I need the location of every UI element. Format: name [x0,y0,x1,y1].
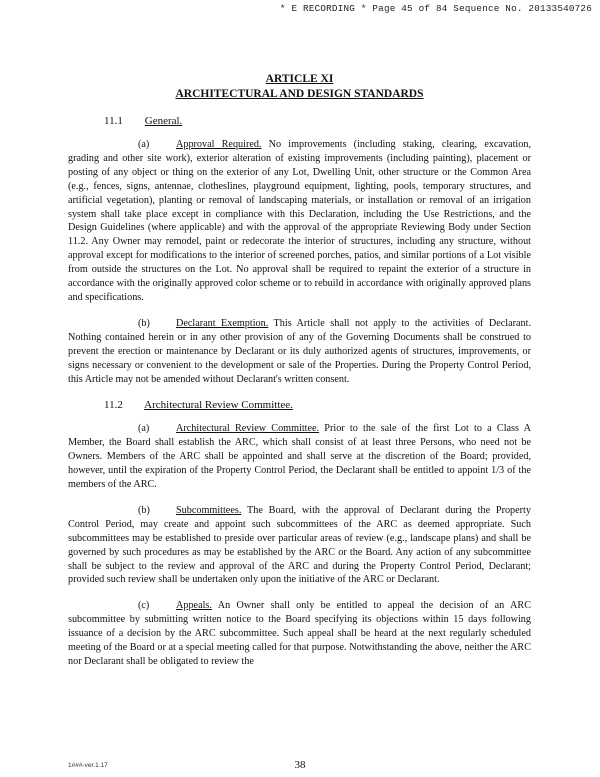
section-number: 11.2 [104,399,123,412]
item-body: This Article shall not apply to the activities of Declarant. Nothing contained herein or in any other provision of any of the Governing Documents shall be construed to prevent the erection or maintenance by Declarant or its duly authorized agents of structures, improvements, or signs necessary or convenient to the development or sale of the Properties. During the Property Control Period, this Article may not be amended without Declarant's written consent. [68,317,532,385]
item-marker: (a) [138,139,150,150]
section-heading-11-2 [68,398,531,412]
article-title: ARCHITECTURAL AND DESIGN STANDARDS [175,88,424,100]
document-page [68,72,531,669]
item-title: Architectural Review Committee. [176,423,320,435]
item-body: The Board, with the approval of Declarant during the Property Control Period, may create and appoint such subcommittees of the ARC as deemed appropriate. Such subcommittees may be established to preside over particular areas of review (e.g., landscape plans) and shall be governed by such procedures as may be established by the ARC or the Board. Any action of any subcommittee shall be subject to the review and approval of the ARC and during the Property Control Period, Declarant; provided such review shall be undertaken only upon the initiative of the ARC or Declarant. [68,504,531,586]
item-marker: (b) [138,504,150,516]
section-heading-11-1 [68,114,531,128]
section-number: 11.1 [104,115,123,127]
item-body: Prior to the sale of the first Lot to a Class A Member, the Board shall establish the ARC, which shall consist of at least three Persons, who need not be Owners. Members of the ARC shall be appointed and shall serve at the discretion of the Board; provided, however, until the expiration of the Property Control Period, the Declarant shall be entitled to appoint 1/3 of the members of the ARC. [68,423,531,491]
item-title: Declarant Exemption. [176,317,269,329]
paragraph-11-2-a [68,422,531,492]
item-title: Appeals. [176,600,212,612]
paragraph-11-1-a [68,138,531,305]
item-marker: (b) [138,317,150,329]
item-body: No improvements (including staking, clearing, excavation, grading and other site work), exterior alteration of existing improvements (including painting), placement or posting of any object or thing on the exterior of any Lot, Dwelling Unit, other structure or the Common Area (e.g., fences, signs, antennae, clotheslines, playground equipment, lighting, pools, temporary structures, and artificial vegetation), planting or removal of landscaping materials, or installation or removal of an irrigation system shall take place except in compliance with this Declaration, including the Use Restrictions, and the Design Guidelines (where applicable) and with the approval of the appropriate Reviewing Body under Section 11.2. Any Owner may remodel, paint or redecorate the interior of structures, including any structure, without approval except for modifications to the interior of screened porches, patios, and similar portions of a Lot visible from outside the structures on the Lot. No approval shall be required to repaint the exterior of a structure in accordance with the originally approved color scheme or to rebuild in accordance with originally approved plans and specifications. [68,139,531,303]
article-number: ARTICLE XI [265,73,334,85]
footer-doc-code: 1###-ver.1.17 [68,762,108,769]
item-marker: (a) [138,423,150,435]
section-label: Architectural Review Committee. [144,399,293,412]
item-title: Subcommittees. [176,504,242,516]
section-label: General. [144,115,183,127]
item-marker: (c) [138,600,150,612]
item-title: Approval Required. [176,139,262,150]
page-number: 38 [294,759,306,771]
recording-stamp: * E RECORDING * Page 45 of 84 Sequence No. 20133540726 [279,3,592,14]
paragraph-11-2-b [68,504,531,587]
paragraph-11-1-b [68,317,531,387]
paragraph-11-2-c [68,599,531,669]
item-body: An Owner shall only be entitled to appeal the decision of an ARC subcommittee by submitting written notice to the Board specifying its objections within 15 days following issuance of a decision by the ARC subcommittee. Such appeal shall be heard at the next regularly scheduled meeting of the Board or at a special meeting called for that purpose. Notwithstanding the above, neither the ARC nor Declarant shall be obligated to review the [68,600,531,667]
